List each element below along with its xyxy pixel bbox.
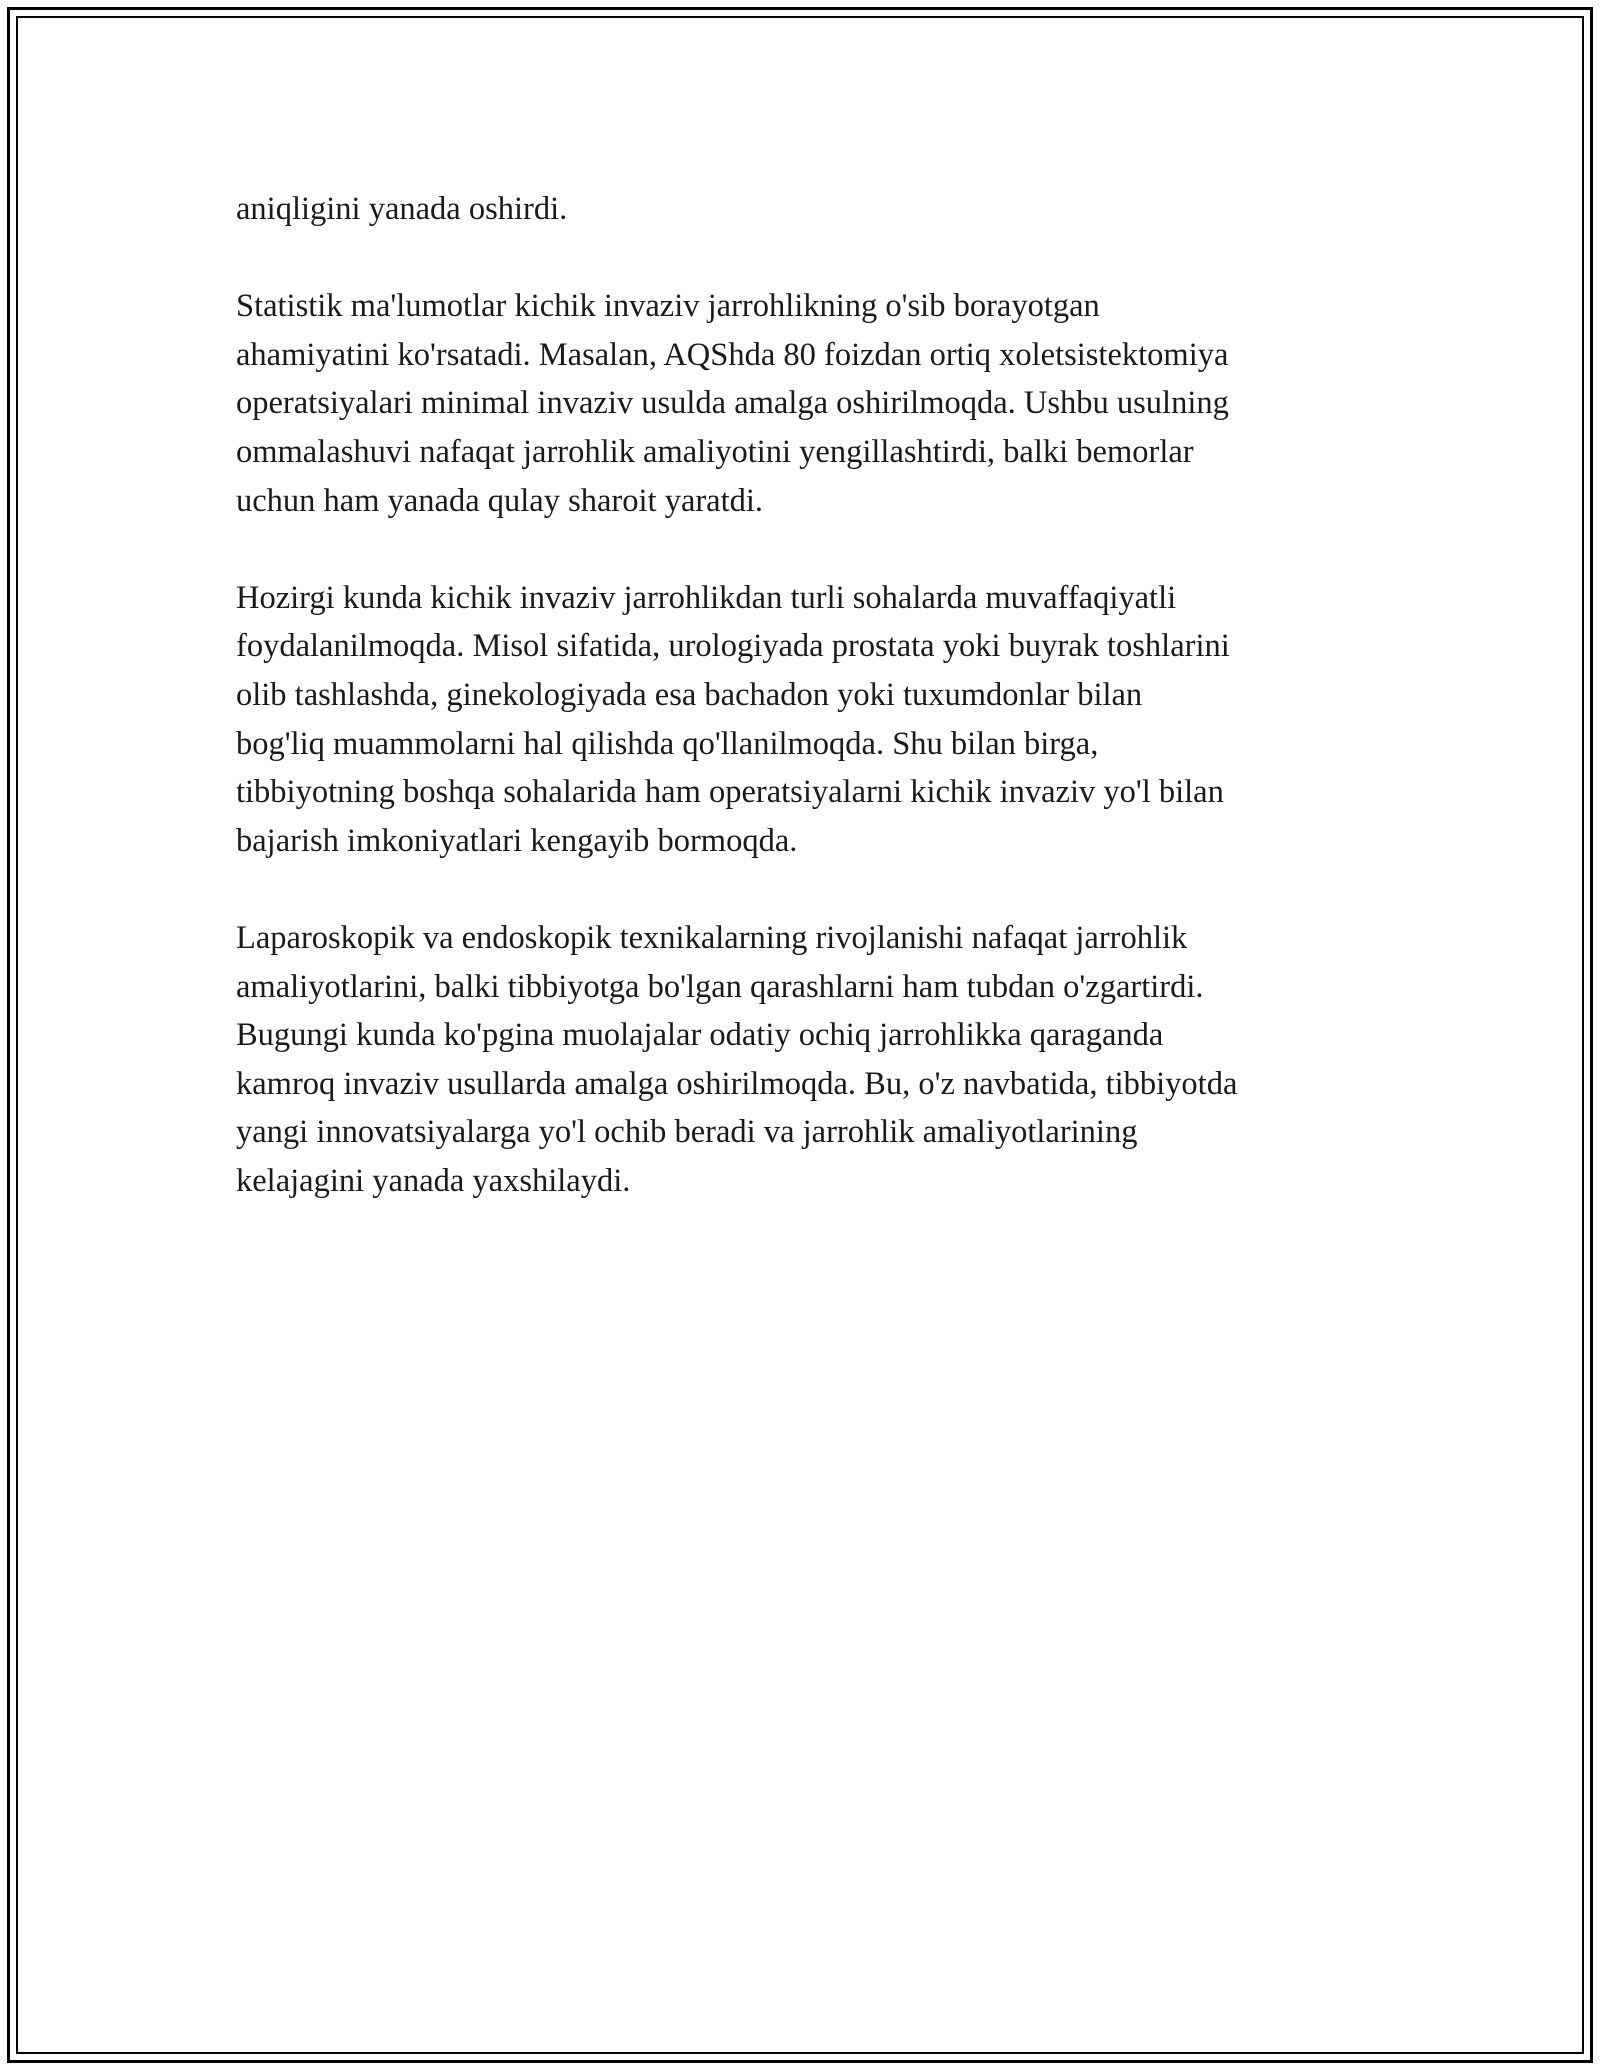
text-line: uchun ham yanada qulay sharoit yaratdi. xyxy=(236,482,764,519)
text-line: ahamiyatini ko'rsatadi. Masalan, AQShda 80 foizdan ortiq xoletsistektomiya xyxy=(236,336,1229,373)
document-body xyxy=(236,185,1416,1254)
text-line: foydalanilmoqda. Misol sifatida, urologiyada prostata yoki buyrak toshlarini xyxy=(236,628,1230,665)
text-line: Hozirgi kunda kichik invaziv jarrohlikdan turli sohalarda muvaffaqiyatli xyxy=(236,579,1177,616)
paragraph-4 xyxy=(236,914,1416,1206)
text-line: amaliyotlarini, balki tibbiyotga bo'lgan qarashlarni ham tubdan o'zgartirdi. xyxy=(236,968,1204,1005)
text-line: Bugungi kunda ko'pgina muolajalar odatiy ochiq jarrohlikka qaraganda xyxy=(236,1017,1164,1054)
text-line: tibbiyotning boshqa sohalarida ham operatsiyalarni kichik invaziv yo'l bilan xyxy=(236,774,1224,811)
text-line: olib tashlashda, ginekologiyada esa bachadon yoki tuxumdonlar bilan xyxy=(236,676,1143,713)
text-line: operatsiyalari minimal invaziv usulda amalga oshirilmoqda. Ushbu usulning xyxy=(236,385,1229,422)
paragraph-2 xyxy=(236,282,1416,525)
text-line: Statistik ma'lumotlar kichik invaziv jarrohlikning o'sib borayotgan xyxy=(236,288,1100,325)
text-line: aniqligini yanada oshirdi. xyxy=(236,191,568,227)
text-line: kelajagini yanada yaxshilaydi. xyxy=(236,1162,631,1199)
text-line: Laparoskopik va endoskopik texnikalarning rivojlanishi nafaqat jarrohlik xyxy=(236,919,1188,956)
text-line: bajarish imkoniyatlari kengayib bormoqda. xyxy=(236,822,798,859)
text-line: bog'liq muammolarni hal qilishda qo'llanilmoqda. Shu bilan birga, xyxy=(236,725,1099,762)
text-line: yangi innovatsiyalarga yo'l ochib beradi va jarrohlik amaliyotlarining xyxy=(236,1114,1138,1151)
paragraph-3 xyxy=(236,574,1416,866)
text-line: kamroq invaziv usullarda amalga oshirilmoqda. Bu, o'z navbatida, tibbiyotda xyxy=(236,1065,1238,1102)
text-line: ommalashuvi nafaqat jarrohlik amaliyotini yengillashtirdi, balki bemorlar xyxy=(236,433,1194,470)
paragraph-1 xyxy=(236,185,1416,234)
